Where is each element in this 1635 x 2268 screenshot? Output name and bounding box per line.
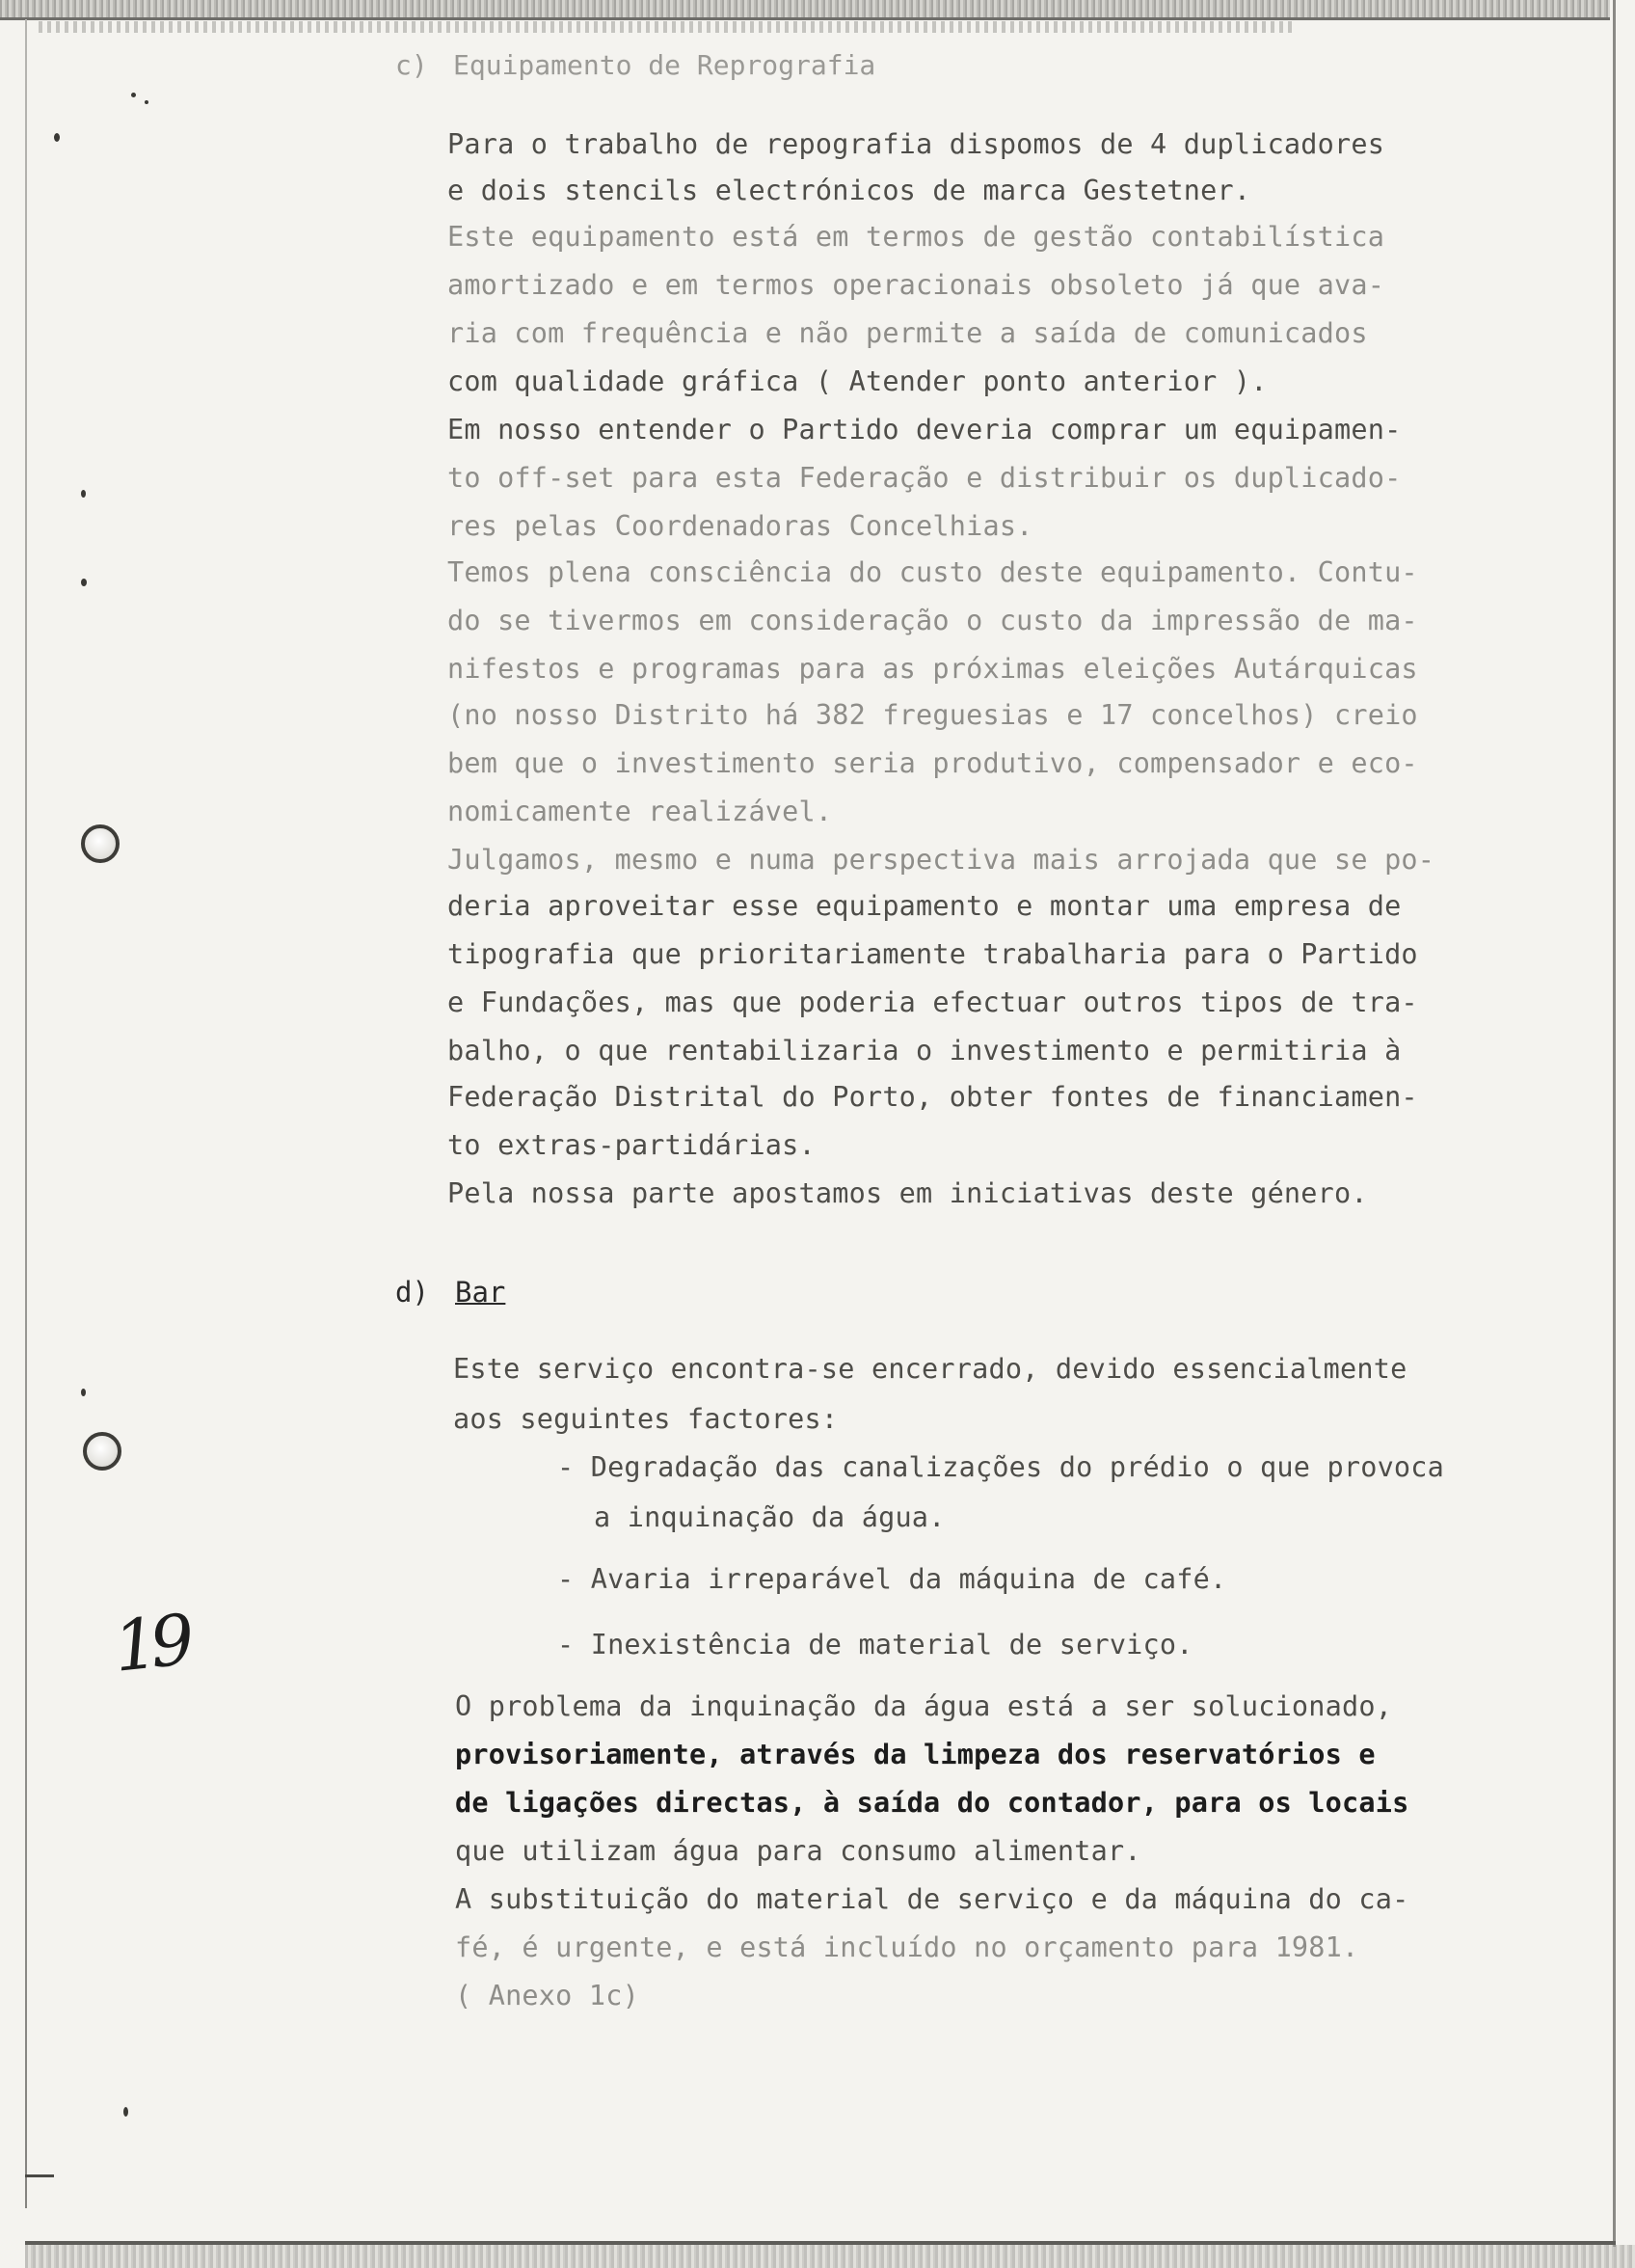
scan-edge-top-line [0, 17, 1610, 20]
section-c-line: do se tivermos em consideração o custo da impressão de ma- [447, 605, 1418, 636]
speck [81, 1389, 86, 1396]
section-d-closing-line: provisoriamente, através da limpeza dos reservatórios e [455, 1739, 1376, 1770]
factor-item: a inquinação da água. [594, 1501, 946, 1533]
scan-edge-right [1613, 0, 1616, 2247]
section-d-intro-line: Este serviço encontra-se encerrado, devido essencialmente [453, 1353, 1407, 1385]
section-c-line: e Fundações, mas que poderia efectuar outros tipos de tra- [447, 986, 1418, 1018]
section-d-title: Bar [455, 1276, 506, 1309]
section-c-line: Julgamos, mesmo e numa perspectiva mais arrojada que se po- [447, 844, 1435, 876]
handwritten-page-number: 19 [109, 1599, 191, 1688]
scan-edge-left [25, 19, 27, 2208]
section-c-line: amortizado e em termos operacionais obsoleto já que ava- [447, 269, 1385, 301]
section-d-intro-line: aos seguintes factores: [453, 1403, 839, 1435]
section-c-line: tipografia que prioritariamente trabalharia para o Partido [447, 938, 1418, 970]
factor-item: - Inexistência de material de serviço. [557, 1629, 1193, 1660]
section-d-closing-line: de ligações directas, à saída do contador, para os locais [455, 1787, 1409, 1819]
punch-hole-bottom [83, 1432, 121, 1471]
scan-noise-top [39, 21, 1292, 33]
section-c-line: nifestos e programas para as próximas eleições Autárquicas [447, 653, 1418, 685]
section-c-title: Equipamento de Reprografia [453, 49, 876, 81]
section-d-closing-line: que utilizam água para consumo alimentar. [455, 1835, 1141, 1867]
section-c-line: deria aproveitar esse equipamento e montar uma empresa de [447, 890, 1402, 922]
section-c-line: bem que o investimento seria produtivo, compensador e eco- [447, 747, 1418, 779]
speck [145, 100, 148, 104]
section-c-line: e dois stencils electrónicos de marca Gestetner. [447, 175, 1251, 206]
speck [54, 133, 60, 142]
factor-item: - Degradação das canalizações do prédio o que provoca [557, 1451, 1444, 1483]
section-c-line: to off-set para esta Federação e distribuir os duplicado- [447, 462, 1402, 494]
section-c-line: Pela nossa parte apostamos em iniciativas deste género. [447, 1177, 1368, 1209]
section-c-line: Temos plena consciência do custo deste equipamento. Contu- [447, 556, 1418, 588]
speck [81, 490, 86, 498]
scan-noise-bottom [25, 2245, 1635, 2268]
scan-left-tick [25, 2174, 54, 2177]
speck [131, 93, 136, 97]
punch-hole-top [81, 824, 120, 863]
section-c-line: Em nosso entender o Partido deveria comprar um equipamen- [447, 414, 1402, 446]
speck [123, 2107, 128, 2117]
section-c-line: res pelas Coordenadoras Concelhias. [447, 510, 1033, 542]
section-c-line: ria com frequência e não permite a saída de comunicados [447, 317, 1368, 349]
section-d-closing-line: A substituição do material de serviço e da máquina do ca- [455, 1883, 1409, 1915]
section-d-marker: d) [395, 1276, 429, 1309]
section-c-line: Este equipamento está em termos de gestão contabilística [447, 221, 1385, 253]
section-c-line: balho, o que rentabilizaria o investimento e permitiria à [447, 1035, 1402, 1066]
section-d-closing-line: fé, é urgente, e está incluído no orçamento para 1981. [455, 1931, 1359, 1963]
factor-item: - Avaria irreparável da máquina de café. [557, 1563, 1227, 1595]
section-c-line: com qualidade gráfica ( Atender ponto anterior ). [447, 365, 1268, 397]
section-d-closing-line: ( Anexo 1c) [455, 1980, 639, 2012]
section-d-closing-line: O problema da inquinação da água está a ser solucionado, [455, 1690, 1393, 1722]
section-c-marker: c) [395, 49, 428, 81]
section-c-line: Federação Distrital do Porto, obter fontes de financiamen- [447, 1081, 1418, 1113]
scan-edge-top [0, 0, 1610, 17]
section-c-line: Para o trabalho de repografia dispomos de 4 duplicadores [447, 128, 1385, 160]
section-c-line: to extras-partidárias. [447, 1129, 816, 1161]
section-c-line: (no nosso Distrito há 382 freguesias e 17 concelhos) creio [447, 699, 1418, 731]
section-c-line: nomicamente realizável. [447, 796, 833, 827]
speck [81, 579, 87, 586]
